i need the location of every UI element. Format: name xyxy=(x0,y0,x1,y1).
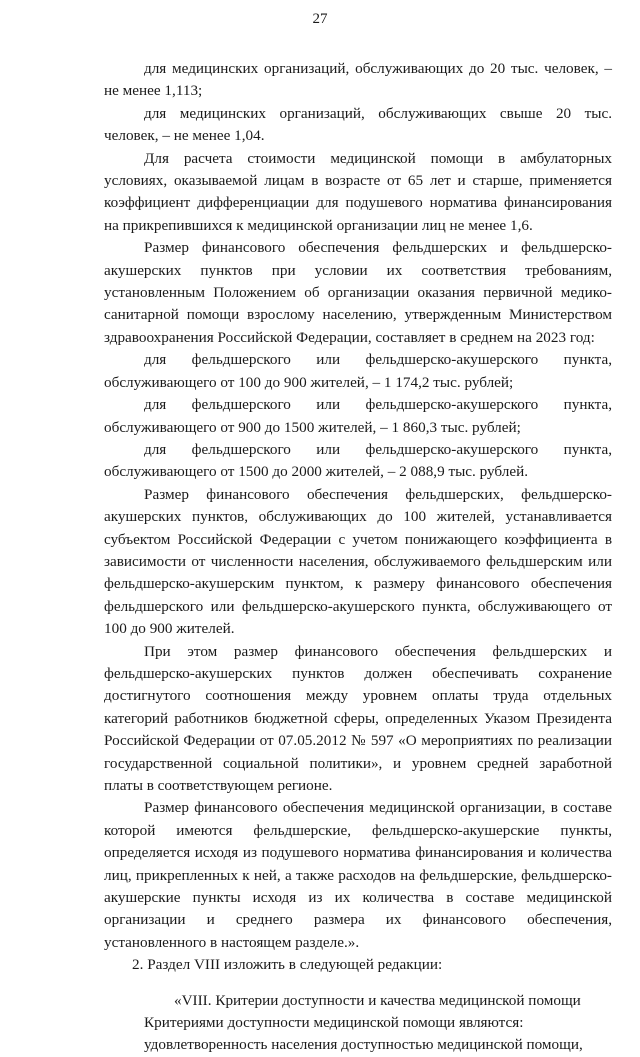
paragraph: Размер финансового обеспечения фельдшерских, фельдшерско-акушерских пунктов, обслуживающих до 100 жителей, устанавливается субъектом Российской Федерации с учетом понижающего коэффициента в зависимости от численности населения, обслуживаемого фельдшерским или фельдшерско-акушерским пунктом, к размеру финансового обеспечения фельдшерского или фельдшерско-акушерского пункта, обслуживающего от 100 до 900 жителей. xyxy=(104,485,612,638)
paragraph: Размер финансового обеспечения фельдшерских и фельдшерско-акушерских пунктов при условии их соответствия требованиям, установленным Положением об организации оказания первичной медико-санитарной помощи взрослому населению, утвержденным Министерством здравоохранения Российской Федерации, составляет в среднем на 2023 год: xyxy=(104,239,612,346)
paragraph: Размер финансового обеспечения медицинской организации, в составе которой имеются фельдшерские, фельдшерско-акушерские пункты, определяется исходя из подушевого норматива финансирования и количества лиц, прикрепленных к ней, а также расходов на фельдшерские, фельдшерско-акушерские пункты исходя из их количества в составе медицинской организации и среднего размера их финансового обеспечения, установленного в настоящем разделе.». xyxy=(104,799,612,951)
document-body xyxy=(104,58,612,1057)
paragraph: удовлетворенность населения доступностью медицинской помощи, xyxy=(144,1036,583,1054)
paragraph: для фельдшерского или фельдшерско-акушерского пункта, обслуживающего от 1500 до 2000 жителей, – 2 088,9 тыс. рублей. xyxy=(104,440,612,481)
section-heading: «VIII. Критерии доступности и качества медицинской помощи xyxy=(174,991,581,1009)
paragraph: При этом размер финансового обеспечения фельдшерских и фельдшерско-акушерских пунктов должен обеспечивать сохранение достигнутого соотношения между уровнем оплаты труда отдельных категорий работников бюджетной сферы, определенных Указом Президента Российской Федерации от 07.05.2012 № 597 «О мероприятиях по реализации государственной социальной политики», и уровнем средней заработной платы в соответствующем регионе. xyxy=(104,642,612,794)
numbered-item: 2. Раздел VIII изложить в следующей редакции: xyxy=(132,956,443,974)
paragraph: для фельдшерского или фельдшерско-акушерского пункта, обслуживающего от 100 до 900 жителей, – 1 174,2 тыс. рублей; xyxy=(104,351,612,391)
paragraph: Критериями доступности медицинской помощи являются: xyxy=(144,1014,524,1032)
paragraph: для фельдшерского или фельдшерско-акушерского пункта, обслуживающего от 900 до 1500 жителей, – 1 860,3 тыс. рублей; xyxy=(104,396,612,436)
paragraph: для медицинских организаций, обслуживающих до 20 тыс. человек, – не менее 1,113; xyxy=(104,60,612,100)
paragraph: для медицинских организаций, обслуживающих свыше 20 тыс. человек, – не менее 1,04. xyxy=(104,104,612,145)
paragraph: Для расчета стоимости медицинской помощи в амбулаторных условиях, оказываемой лицам в возрасте от 65 лет и старше, применяется коэффициент дифференциации для подушевого норматива финансирования на прикрепившихся к медицинской организации лиц не менее 1,6. xyxy=(104,149,612,234)
page-number: 27 xyxy=(312,11,328,27)
